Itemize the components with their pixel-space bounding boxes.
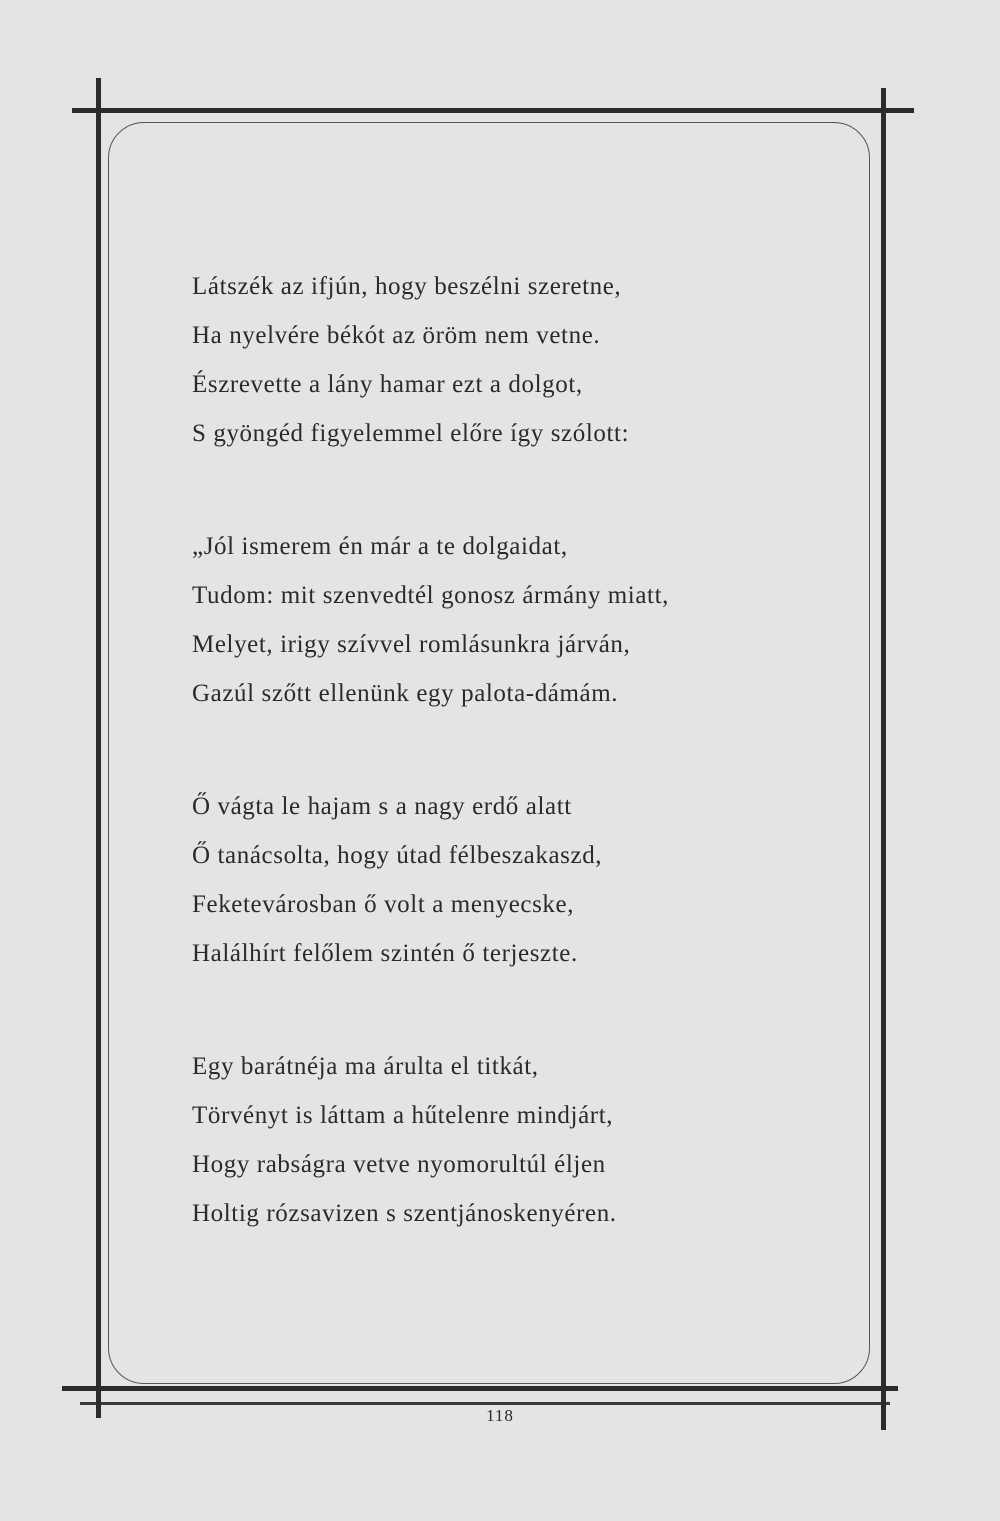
poem-line: Ő tanácsolta, hogy útad félbeszakaszd,	[192, 842, 603, 869]
poem-text	[192, 262, 832, 1302]
poem-line: Ha nyelvére békót az öröm nem vetne.	[192, 322, 601, 349]
poem-line: Holtig rózsavizen s szentjánoskenyéren.	[192, 1200, 617, 1227]
poem-line: Melyet, irigy szívvel romlásunkra járván,	[192, 631, 631, 658]
poem-line: „Jól ismerem én már a te dolgaidat,	[192, 533, 568, 560]
poem-line: Halálhírt felőlem szintén ő terjeszte.	[192, 940, 578, 967]
page-number: 118	[486, 1406, 514, 1425]
right-border-rule	[881, 88, 886, 1430]
bottom-border-rule-secondary	[80, 1402, 890, 1405]
poem-line: Törvényt is láttam a hűtelenre mindjárt,	[192, 1102, 614, 1129]
poem-line: Ő vágta le hajam s a nagy erdő alatt	[192, 793, 572, 820]
bottom-border-rule	[62, 1386, 898, 1391]
top-border-rule	[72, 108, 914, 113]
poem-line: Gazúl szőtt ellenünk egy palota-dámám.	[192, 680, 619, 707]
stanza-3	[192, 782, 832, 978]
left-border-rule	[96, 78, 101, 1418]
poem-line: Látszék az ifjún, hogy beszélni szeretne,	[192, 273, 622, 300]
stanza-4	[192, 1042, 832, 1238]
poem-line: Észrevette a lány hamar ezt a dolgot,	[192, 371, 583, 398]
poem-line: Hogy rabságra vetve nyomorultúl éljen	[192, 1151, 606, 1178]
poem-line: Feketevárosban ő volt a menyecske,	[192, 891, 575, 918]
poem-line: Egy barátnéja ma árulta el titkát,	[192, 1053, 539, 1080]
stanza-1	[192, 262, 832, 458]
poem-line: Tudom: mit szenvedtél gonosz ármány miatt,	[192, 582, 669, 609]
stanza-2	[192, 522, 832, 718]
poem-line: S gyöngéd figyelemmel előre így szólott:	[192, 420, 630, 447]
